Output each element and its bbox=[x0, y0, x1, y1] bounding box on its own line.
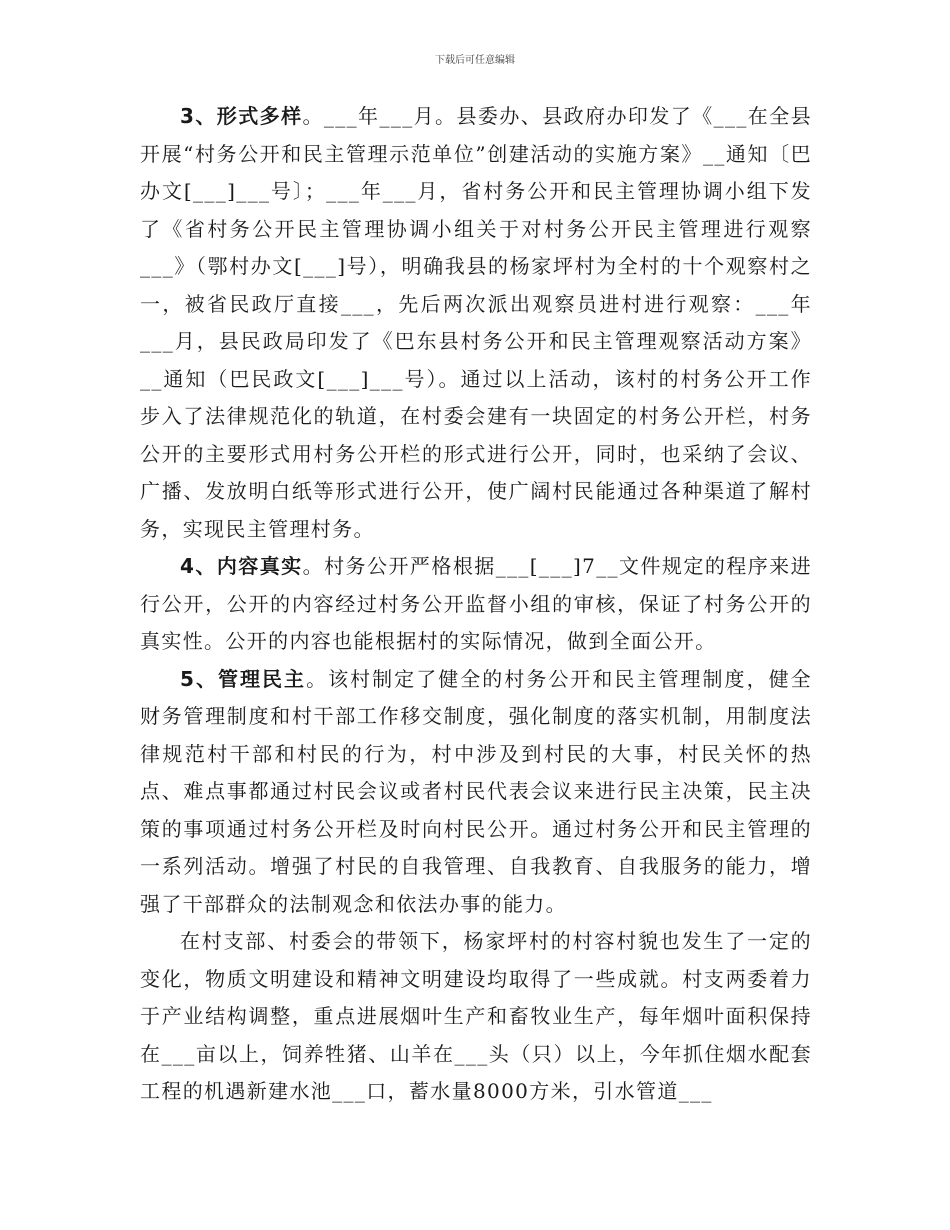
page-header: 下载后可任意编辑 bbox=[435, 55, 515, 66]
section-heading: 3、形式多样 bbox=[180, 104, 303, 128]
document-body bbox=[140, 98, 812, 1111]
paragraph-text: 。村务公开严格根据___[___]7__文件规定的程序来进行公开，公开的内容经过村务公开监督小组的审核，保证了村务公开的真实性。公开的内容也能根据村的实际情况，做到全面公开。 bbox=[140, 554, 812, 653]
paragraph-democratic-management bbox=[140, 661, 812, 924]
section-heading: 5、管理民主 bbox=[180, 666, 307, 691]
paragraph-text: 在村支部、村委会的带领下，杨家坪村的村容村貌也发生了一定的变化，物质文明建设和精神文明建设均取得了一些成就。村支两委着力于产业结构调整，重点进展烟叶生产和畜牧业生产，每年烟叶面积保持在___亩以上，饲养牲猪、山羊在___头（只）以上，今年抓住烟水配套工程的机遇新建水池___口，蓄水量8000方米，引水管道___ bbox=[140, 929, 812, 1103]
paragraph-text: 。该村制定了健全的村务公开和民主管理制度，健全财务管理制度和村干部工作移交制度，强化制度的落实机制，用制度法律规范村干部和村民的行为，村中涉及到村民的大事，村民关怀的热点、难点事都通过村民会议或者村民代表会议来进行民主决策，民主决策的事项通过村务公开栏及时向村民公开。通过村务公开和民主管理的一系列活动。增强了村民的自我管理、自我教育、自我服务的能力，增强了干部群众的法制观念和依法办事的能力。 bbox=[140, 666, 812, 916]
paragraph-village-development bbox=[140, 923, 812, 1111]
section-heading: 4、内容真实 bbox=[180, 554, 303, 578]
paragraph-text: 。___年___月。县委办、县政府办印发了《___在全县开展“村务公开和民主管理示范单位”创建活动的实施方案》__通知〔巴办文[___]___号〕；___年___月，省村务公开和民主管理协调小组下发了《省村务公开民主管理协调小组关于对村务公开民主管理进行观察___》（鄂村办文[___]号），明确我县的杨家坪村为全村的十个观察村之一，被省民政厅直接___，先后两次派出观察员进村进行观察：___年___月，县民政局印发了《巴东县村务公开和民主管理观察活动方案》__通知（巴民政文[___]___号）。通过以上活动，该村的村务公开工作步入了法律规范化的轨道，在村委会建有一块固定的村务公开栏，村务公开的主要形式用村务公开栏的形式进行公开，同时，也采纳了会议、广播、发放明白纸等形式进行公开，使广阔村民能通过各种渠道了解村务，实现民主管理村务。 bbox=[140, 104, 812, 541]
paragraph-form-diversity bbox=[140, 98, 812, 548]
paragraph-content-truth bbox=[140, 548, 812, 661]
